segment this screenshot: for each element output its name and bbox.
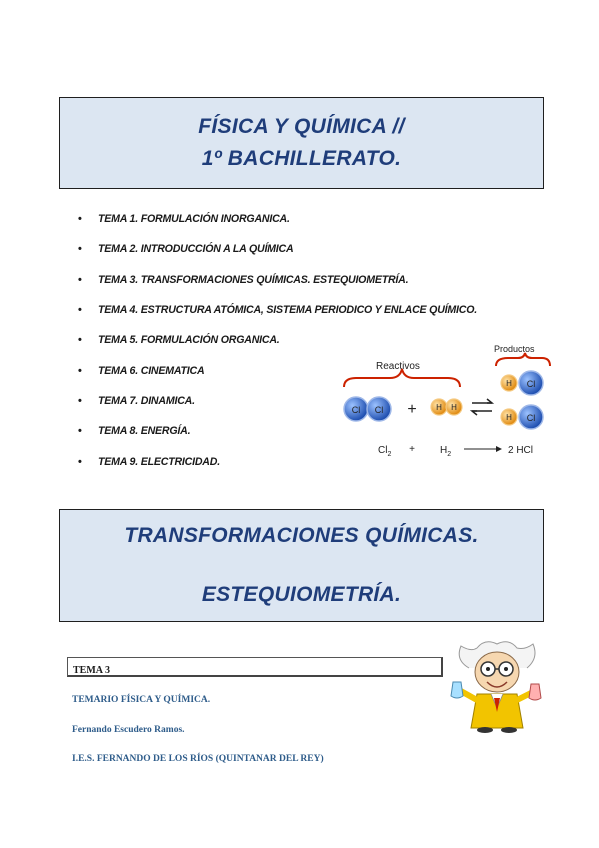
bullet: • [78, 334, 82, 347]
reaction-diagram [336, 343, 551, 463]
tema-label: TEMA 3 [73, 665, 110, 676]
reactants-label: Reactivos [376, 361, 420, 372]
topic-label: TEMA 5. FORMULACIÓN ORGANICA. [98, 334, 280, 347]
bullet: • [78, 273, 82, 286]
products-bracket [496, 353, 550, 366]
tema-box [67, 657, 443, 677]
reactants-bracket [344, 369, 460, 387]
products-label: Productos [494, 344, 535, 354]
title-line-1: FÍSICA Y QUÍMICA // [198, 115, 405, 138]
author-line: Fernando Escudero Ramos. [72, 725, 185, 735]
topic-label: TEMA 3. TRANSFORMACIONES QUÍMICAS. ESTEQUIOMETRÍA. [98, 273, 409, 286]
equilibrium-arrows-icon [472, 399, 492, 415]
topic-label: TEMA 4. ESTRUCTURA ATÓMICA, SISTEMA PERIODICO Y ENLACE QUÍMICO. [98, 304, 477, 317]
topic-label: TEMA 7. DINAMICA. [98, 394, 195, 407]
atom-label: Cl [526, 413, 536, 423]
scientist-illustration-icon [447, 638, 547, 734]
bullet: • [78, 213, 82, 226]
topic-label: TEMA 9. ELECTRICIDAD. [98, 455, 220, 468]
topic-label: TEMA 1. FORMULACIÓN INORGANICA. [98, 213, 290, 226]
bullet: • [78, 455, 82, 468]
topic-item [78, 265, 558, 295]
bullet: • [78, 243, 82, 256]
bullet: • [78, 364, 82, 377]
equation-plus: + [409, 444, 415, 455]
subject-line-1: TRANSFORMACIONES QUÍMICAS. [124, 524, 479, 547]
school-line: I.E.S. FERNANDO DE LOS RÍOS (QUINTANAR DEL REY) [72, 754, 324, 764]
atom-label: H [506, 379, 512, 388]
topic-item [78, 204, 558, 234]
chemical-equation [378, 444, 533, 458]
plus-sign: + [407, 401, 417, 418]
bullet: • [78, 425, 82, 438]
atom-label: H [451, 403, 457, 412]
atom-label: Cl [351, 405, 361, 415]
title-box [59, 97, 544, 189]
equation-h2: $H_2$ [440, 445, 452, 458]
topic-label: TEMA 6. CINEMATICA [98, 364, 205, 377]
atom-label: Cl [374, 405, 384, 415]
bullet: • [78, 304, 82, 317]
atom-label: H [436, 403, 442, 412]
topic-item [78, 295, 558, 325]
course-line: TEMARIO FÍSICA Y QUÍMICA. [72, 695, 211, 705]
equation-cl2: $Cl_2$ [378, 445, 392, 458]
subject-line-2: ESTEQUIOMETRÍA. [201, 583, 402, 606]
bullet: • [78, 394, 82, 407]
topic-label: TEMA 2. INTRODUCCIÓN A LA QUÍMICA [98, 243, 294, 256]
atom-label: Cl [526, 379, 536, 389]
topic-label: TEMA 8. ENERGÍA. [98, 425, 191, 438]
subject-box [59, 509, 544, 622]
topic-item [78, 234, 558, 264]
equation-product: 2 HCl [508, 445, 534, 456]
title-line-2: 1º BACHILLERATO. [201, 147, 402, 170]
atom-label: H [506, 413, 512, 422]
reaction-arrowhead-icon [496, 446, 502, 452]
